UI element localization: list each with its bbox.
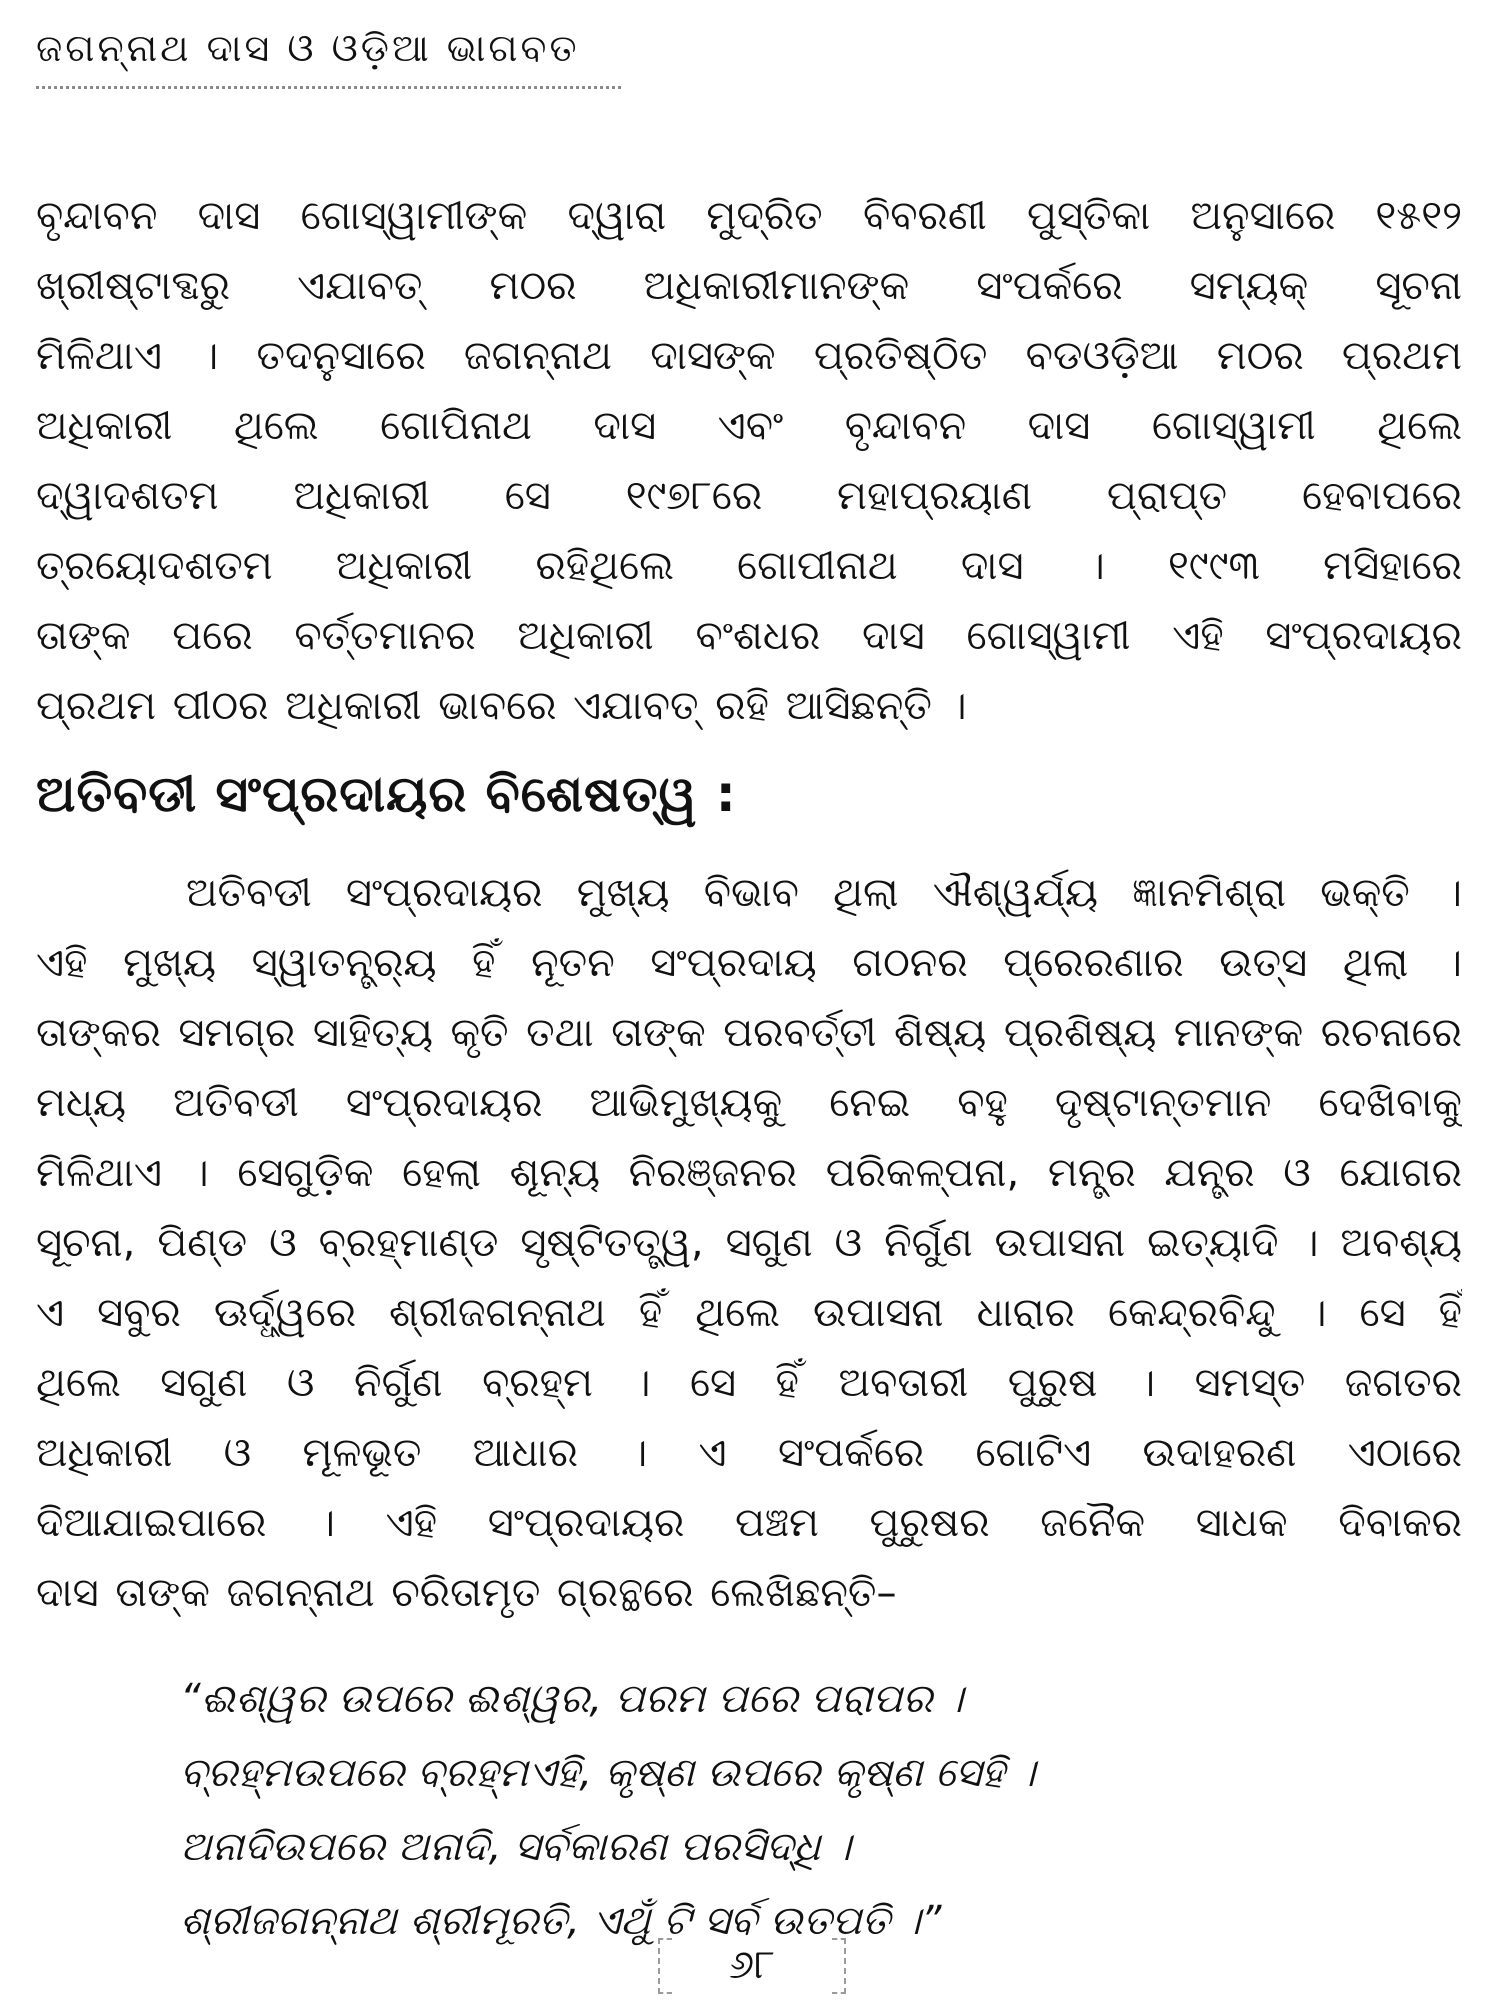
right-bracket bbox=[832, 1938, 846, 1994]
paragraph-1 bbox=[36, 181, 1462, 741]
paragraph-line: ମଧ୍ୟ ଅତିବଡୀ ସଂପ୍ରଦାୟର ଆଭିମୁଖ୍ୟକୁ ନେଇ ବହୁ ଦୃଷ୍ଟାନ୍ତମାନ ଦେଖିବାକୁ bbox=[36, 1080, 1462, 1126]
left-bracket bbox=[658, 1938, 672, 1994]
paragraph-line: ତ୍ରୟୋଦଶତମ ଅଧିକାରୀ ରହିଥିଲେ ଗୋପୀନାଥ ଦାସ । ୧୯୯୩ ମସିହାରେ bbox=[36, 543, 1462, 589]
paragraph-line: ଏ ସବୁର ଊର୍ଦ୍ଧ୍ୱରେ ଶ୍ରୀଜଗନ୍ନାଥ ହିଁ ଥିଲେ ଉପାସନା ଧାରାର କେନ୍ଦ୍ରବିନ୍ଦୁ । ସେ ହିଁ bbox=[36, 1290, 1462, 1336]
paragraph-line: ବୃନ୍ଦାବନ ଦାସ ଗୋସ୍ୱାମୀଙ୍କ ଦ୍ୱାରା ମୁଦ୍ରିତ ବିବରଣୀ ପୁସ୍ତିକା ଅନୁସାରେ ୧୫୧୨ bbox=[36, 193, 1462, 239]
paragraph-line: ସୂଚନା, ପିଣ୍ଡ ଓ ବ୍ରହ୍ମାଣ୍ଡ ସୃଷ୍ଟିତତ୍ତ୍ୱ, ସଗୁଣ ଓ ନିର୍ଗୁଣ ଉପାସନା ଇତ୍ୟାଦି । ଅବଶ୍ୟ bbox=[36, 1220, 1462, 1266]
verse-line: ଅନାଦିଉପରେ ଅନାଦି, ସର୍ବକାରଣ ପରସିଦ୍ଧି । bbox=[180, 1824, 852, 1870]
paragraph-2 bbox=[36, 858, 1462, 1628]
quoted-verse bbox=[180, 1662, 1035, 1958]
paragraph-line: ଖ୍ରୀଷ୍ଟାବ୍ଦରୁ ଏଯାବତ୍ ମଠର ଅଧିକାରୀମାନଙ୍କ ସଂପର୍କରେ ସମ୍ୟକ୍ ସୂଚନା bbox=[36, 263, 1462, 309]
paragraph-line: ଅତିବଡୀ ସଂପ୍ରଦାୟର ମୁଖ୍ୟ ବିଭାବ ଥିଲା ଐଶ୍ୱର୍ଯ୍ୟ ଜ୍ଞାନମିଶ୍ରା ଭକ୍ତି । bbox=[186, 870, 1462, 916]
paragraph-line: ମିଳିଥାଏ । ତଦନୁସାରେ ଜଗନ୍ନାଥ ଦାସଙ୍କ ପ୍ରତିଷ୍ଠିତ ବଡଓଡ଼ିଆ ମଠର ପ୍ରଥମ bbox=[36, 333, 1462, 379]
paragraph-line: ଏହି ମୁଖ୍ୟ ସ୍ୱାତନ୍ତ୍ର୍ୟ ହିଁ ନୂତନ ସଂପ୍ରଦାୟ ଗଠନର ପ୍ରେରଣାର ଉତ୍ସ ଥିଲା । bbox=[36, 940, 1462, 986]
page-number-box bbox=[658, 1938, 846, 1992]
paragraph-line: ଥିଲେ ସଗୁଣ ଓ ନିର୍ଗୁଣ ବ୍ରହ୍ମ । ସେ ହିଁ ଅବତାରୀ ପୁରୁଷ । ସମସ୍ତ ଜଗତର bbox=[36, 1360, 1462, 1406]
verse-line: ବ୍ରହ୍ମଉପରେ ବ୍ରହ୍ମଏହି, କୃଷ୍ଣ ଉପରେ କୃଷ୍ଣ ସେହି । bbox=[180, 1750, 1036, 1796]
paragraph-line: ତାଙ୍କ ପରେ ବର୍ତ୍ତମାନର ଅଧିକାରୀ ବଂଶଧର ଦାସ ଗୋସ୍ୱାମୀ ଏହି ସଂପ୍ରଦାୟର bbox=[36, 613, 1462, 659]
page-number: ୬୮ bbox=[729, 1942, 775, 1988]
paragraph-line: ତାଙ୍କର ସମଗ୍ର ସାହିତ୍ୟ କୃତି ତଥା ତାଙ୍କ ପରବର୍ତ୍ତୀ ଶିଷ୍ୟ ପ୍ରଶିଷ୍ୟ ମାନଙ୍କ ରଚନାରେ bbox=[36, 1010, 1462, 1056]
paragraph-line: ଦ୍ୱାଦଶତମ ଅଧିକାରୀ ସେ ୧୯୭୮ରେ ମହାପ୍ରୟାଣ ପ୍ରାପ୍ତ ହେବାପରେ bbox=[36, 473, 1462, 519]
verse-line: “ଈଶ୍ୱର ଉପରେ ଈଶ୍ୱର, ପରମ ପରେ ପରାପର । bbox=[180, 1676, 964, 1722]
paragraph-line: ଅଧିକାରୀ ଓ ମୂଳଭୂତ ଆଧାର । ଏ ସଂପର୍କରେ ଗୋଟିଏ ଉଦାହରଣ ଏଠାରେ bbox=[36, 1430, 1462, 1476]
paragraph-line: ପ୍ରଥମ ପୀଠର ଅଧିକାରୀ ଭାବରେ ଏଯାବତ୍ ରହି ଆସିଛନ୍ତି । bbox=[36, 683, 967, 729]
running-head: ଜଗନ୍ନାଥ ଦାସ ଓ ଓଡ଼ିଆ ଭାଗବତ bbox=[36, 26, 580, 70]
paragraph-line: ମିଳିଥାଏ । ସେଗୁଡ଼ିକ ହେଲା ଶୂନ୍ୟ ନିରଞ୍ଜନର ପରିକଳ୍ପନା, ମନ୍ତ୍ର ଯନ୍ତ୍ର ଓ ଯୋଗର bbox=[36, 1150, 1462, 1196]
paragraph-line: ଦିଆଯାଇପାରେ । ଏହି ସଂପ୍ରଦାୟର ପଞ୍ଚମ ପୁରୁଷର ଜନୈକ ସାଧକ ଦିବାକର bbox=[36, 1500, 1462, 1546]
paragraph-line: ଦାସ ତାଙ୍କ ଜଗନ୍ନାଥ ଚରିତାମୃତ ଗ୍ରନ୍ଥରେ ଲେଖିଛନ୍ତି– bbox=[36, 1570, 897, 1616]
verse-line: ଶ୍ରୀଜଗନ୍ନାଥ ଶ୍ରୀମୂରତି, ଏଥୁଁ ଟି ସର୍ବ ଉତପତି ।” bbox=[180, 1898, 942, 1944]
running-head-rule bbox=[36, 86, 621, 89]
section-heading: ଅତିବଡୀ ସଂପ୍ରଦାୟର ବିଶେଷତ୍ୱ : bbox=[36, 765, 737, 823]
paragraph-line: ଅଧିକାରୀ ଥିଲେ ଗୋପିନାଥ ଦାସ ଏବଂ ବୃନ୍ଦାବନ ଦାସ ଗୋସ୍ୱାମୀ ଥିଲେ bbox=[36, 403, 1462, 449]
